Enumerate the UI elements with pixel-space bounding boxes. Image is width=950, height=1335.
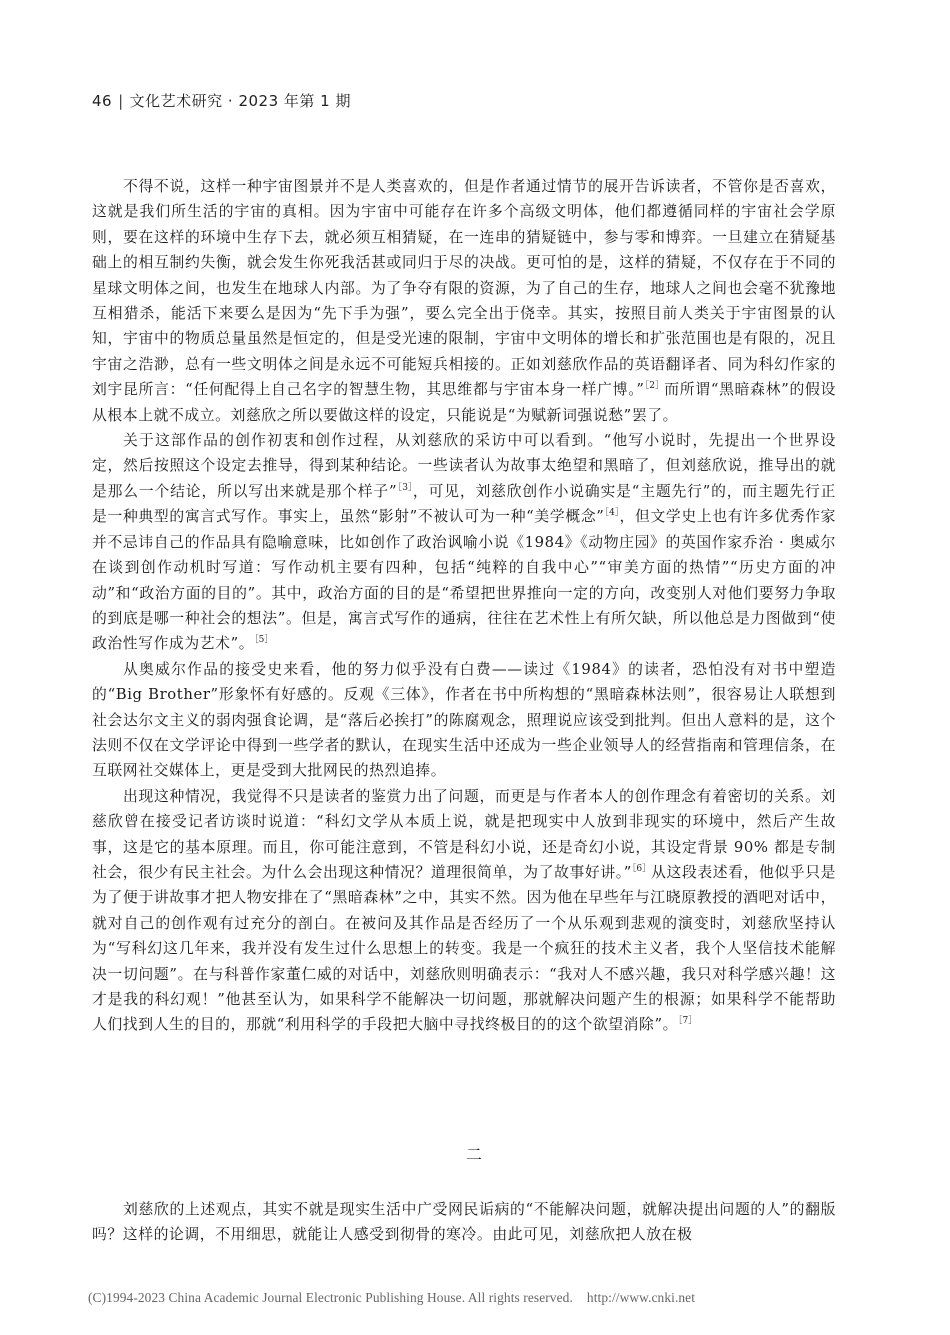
running-header	[92, 90, 351, 111]
paragraph-3	[92, 657, 836, 784]
paragraph-1	[92, 174, 836, 428]
paragraph-text: 从奥威尔作品的接受史来看，他的努力似乎没有白费——读过《1984》的读者，恐怕没有对书中塑造的“Big Brother”形象怀有好感的。反观《三体》，作者在书中所构想的“黑暗森林法则”，很容易让人联想到社会达尔文主义的弱肉强食论调，是“落后必挨打”的陈腐观念，照理说应该受到批判。但出人意料的是，这个法则不仅在文学评论中得到一些学者的默认，在现实生活中还成为一些企业领导人的经营指南和管理信条，在互联网社交媒体上，更是受到大批网民的热烈追捧。	[92, 660, 836, 780]
paragraph-text: 而所谓“黑暗森林”的假设从根本上就不成立。刘慈欣之所以要做这样的设定，只能说是“为赋新词强说愁”罢了。	[92, 381, 836, 424]
cnki-link[interactable]: http://www.cnki.net	[586, 1290, 696, 1305]
copyright-footer	[88, 1290, 695, 1306]
citation-ref[interactable]: ［7］	[678, 1016, 698, 1027]
paragraph-2	[92, 428, 836, 657]
citation-ref[interactable]: ［3］	[397, 482, 413, 493]
copyright-text: (C)1994-2023 China Academic Journal Electronic Publishing House. All rights reserved.	[88, 1290, 573, 1305]
citation-ref[interactable]: ［5］	[254, 635, 274, 646]
paragraph-text: 关于这部作品的创作初衷和创作过程，从刘慈欣的采访中可以看到。“他写小说时，先提出一个世界设定，然后按照这个设定去推导，得到某种结论。一些读者认为故事太绝望和黑暗了，但刘慈欣说，推导出的就是那么一个结论，所以写出来就是那个样子”	[92, 432, 836, 500]
paragraph-4	[92, 784, 836, 1038]
paragraph-text: 从这段表述看，他似乎只是为了便于讲故事才把人物安排在了“黑暗森林”之中，其实不然。因为他在早些年与江晓原教授的酒吧对话中，就对自己的创作观有过充分的剖白。在被问及其作品是否经历了一个从乐观到悲观的演变时，刘慈欣坚持认为“写科幻这几年来，我并没有发生过什么思想上的转变。我是一个疯狂的技术主义者，我个人坚信技术能解决一切问题”。在与科普作家董仁威的对话中，刘慈欣则明确表示：“我对人不感兴趣，我只对科学感兴趣！这才是我的科幻观！”他甚至认为，如果科学不能解决一切问题，那就解决问题产生的根源；如果科学不能帮助人们找到人生的目的，那就“利用科学的手段把大脑中寻找终极目的的这个欲望消除”。	[92, 863, 836, 1034]
citation-ref[interactable]: ［2］	[644, 381, 665, 392]
paragraph-text: 不得不说，这样一种宇宙图景并不是人类喜欢的，但是作者通过情节的展开告诉读者，不管你是否喜欢，这就是我们所生活的宇宙的真相。因为宇宙中可能存在许多个高级文明体，他们都遵循同样的宇宙社会学原则，要在这样的环境中生存下去，就必须互相猜疑，在一连串的猜疑链中，参与零和博弈。一旦建立在猜疑基础上的相互制约失衡，就会发生你死我活甚或同归于尽的决战。更可怕的是，这样的猜疑，不仅存在于不同的星球文明体之间，也发生在地球人内部。为了争夺有限的资源，为了自己的生存，地球人之间也会毫不犹豫地互相猎杀，能活下来要么是因为“先下手为强”，要么完全出于侥幸。其实，按照目前人类关于宇宙图景的认知，宇宙中的物质总量虽然是恒定的，但是受光速的限制，宇宙中文明体的增长和扩张范围也是有限的，况且宇宙之浩渺，总有一些文明体之间是永远不可能短兵相接的。正如刘慈欣作品的英语翻译者、同为科幻作家的刘宇昆所言：“任何配得上自己名字的智慧生物，其思维都与宇宙本身一样广博。”	[92, 178, 836, 399]
section-body	[92, 1197, 836, 1248]
journal-title: 文化艺术研究 · 2023 年第 1 期	[129, 92, 351, 110]
paragraph-text: 出现这种情况，我觉得不只是读者的鉴赏力出了问题，而更是与作者本人的创作理念有着密切的关系。刘慈欣曾在接受记者访谈时说道：“科幻文学从本质上说，就是把现实中人放到非现实的环境中，然后产生故事，这是它的基本原理。而且，你可能注意到，不管是科幻小说，还是奇幻小说，其设定背景 90% 都是专制社会，很少有民主社会。为什么会出现这种情况？道理很简单，为了故事好讲。”	[92, 787, 836, 881]
paragraph-text: 刘慈欣的上述观点，其实不就是现实生活中广受网民诟病的“不能解决问题，就解决提出问题的人”的翻版吗？这样的论调，不用细思，就能让人感受到彻骨的寒冷。由此可见，刘慈欣把人放在极	[92, 1201, 836, 1244]
citation-ref[interactable]: ［6］	[631, 864, 652, 875]
paragraph-5	[92, 1197, 836, 1248]
paragraph-text: ，但文学史上也有许多优秀作家并不忌讳自己的作品具有隐喻意味，比如创作了政治讽喻小说《1984》《动物庄园》的英国作家乔治 · 奥威尔在谈到创作动机时写道：写作动机主要有四种，包括“纯粹的自我中心”“审美方面的热情”“历史方面的冲动”和“政治方面的目的”。其中，政治方面的目的是“希望把世界推向一定的方向，改变别人对他们要努力争取的到底是哪一种社会的想法”。但是，寓言式写作的通病，往往在艺术性上有所欠缺，所以他总是力图做到“使政治性写作成为艺术”。	[92, 508, 837, 653]
header-separator: |	[118, 92, 124, 110]
section-heading: 二	[465, 1145, 484, 1164]
paragraph-text: ，可见，刘慈欣创作小说确实是“主题先行”的，而主题先行正是一种典型的寓言式写作。事实上，虽然“影射”不被认可为一种“美学概念”	[92, 482, 836, 526]
page-number: 46	[92, 92, 113, 110]
citation-ref[interactable]: ［4］	[604, 508, 620, 519]
main-body	[92, 174, 836, 1038]
